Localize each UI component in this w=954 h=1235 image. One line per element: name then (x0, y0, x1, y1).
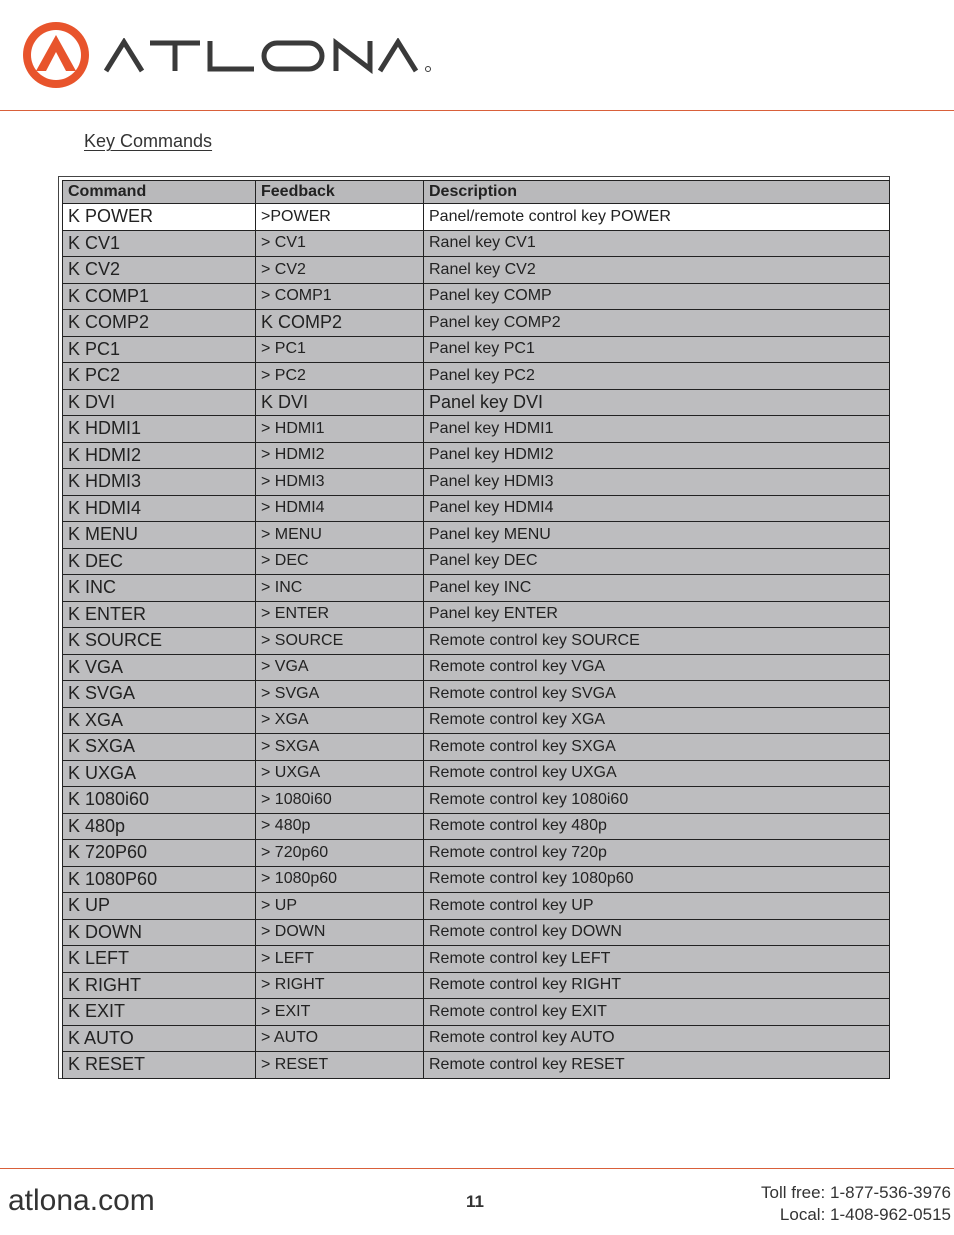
cell-description: Panel key HDMI4 (424, 495, 890, 522)
cell-feedback: K DVI (256, 389, 424, 416)
page-header (0, 0, 954, 112)
table-row (63, 601, 890, 628)
cell-feedback: > DOWN (256, 919, 424, 946)
column-header-feedback: Feedback (256, 181, 424, 204)
cell-description: Remote control key DOWN (424, 919, 890, 946)
cell-feedback: > XGA (256, 707, 424, 734)
cell-description: Ranel key CV1 (424, 230, 890, 257)
cell-command: K XGA (63, 707, 256, 734)
cell-command: K HDMI2 (63, 442, 256, 469)
footer-site: atlona.com (8, 1184, 155, 1217)
cell-feedback: > UXGA (256, 760, 424, 787)
table-row (63, 866, 890, 893)
cell-command: K COMP1 (63, 283, 256, 310)
table-header-row (63, 181, 890, 204)
table-row (63, 734, 890, 761)
cell-command: K SXGA (63, 734, 256, 761)
cell-description: Remote control key 720p (424, 840, 890, 867)
cell-feedback: > PC2 (256, 363, 424, 390)
cell-feedback: > PC1 (256, 336, 424, 363)
cell-description: Panel key COMP2 (424, 310, 890, 337)
cell-command: K RIGHT (63, 972, 256, 999)
table-row (63, 310, 890, 337)
cell-description: Remote control key AUTO (424, 1025, 890, 1052)
table-row (63, 336, 890, 363)
cell-command: K DOWN (63, 919, 256, 946)
cell-command: K SOURCE (63, 628, 256, 655)
key-commands-table (62, 180, 890, 1079)
footer-contact (761, 1182, 951, 1226)
cell-command: K PC2 (63, 363, 256, 390)
cell-description: Panel key ENTER (424, 601, 890, 628)
cell-description: Panel key PC1 (424, 336, 890, 363)
page-number: 11 (466, 1192, 484, 1211)
table-row (63, 999, 890, 1026)
header-divider (0, 110, 954, 111)
cell-feedback: > UP (256, 893, 424, 920)
table-row (63, 760, 890, 787)
cell-feedback: > SXGA (256, 734, 424, 761)
atlona-logo-icon (22, 21, 90, 89)
cell-description: Panel key HDMI1 (424, 416, 890, 443)
cell-feedback: > VGA (256, 654, 424, 681)
table-row (63, 919, 890, 946)
cell-feedback: > RIGHT (256, 972, 424, 999)
cell-feedback: > HDMI3 (256, 469, 424, 496)
table-row (63, 840, 890, 867)
table-row (63, 972, 890, 999)
cell-command: K CV1 (63, 230, 256, 257)
column-header-description: Description (424, 181, 890, 204)
cell-description: Remote control key 1080i60 (424, 787, 890, 814)
cell-command: K DEC (63, 548, 256, 575)
cell-feedback: > RESET (256, 1052, 424, 1079)
table-row (63, 575, 890, 602)
cell-feedback: > HDMI2 (256, 442, 424, 469)
cell-command: K 480p (63, 813, 256, 840)
cell-description: Remote control key RIGHT (424, 972, 890, 999)
cell-feedback: > 1080i60 (256, 787, 424, 814)
cell-feedback: > CV2 (256, 257, 424, 284)
table-body (63, 204, 890, 1079)
table-row (63, 893, 890, 920)
cell-command: K AUTO (63, 1025, 256, 1052)
cell-description: Remote control key UP (424, 893, 890, 920)
cell-description: Remote control key SXGA (424, 734, 890, 761)
table-row (63, 416, 890, 443)
table-row (63, 257, 890, 284)
table-row (63, 469, 890, 496)
table-row (63, 548, 890, 575)
cell-command: K HDMI1 (63, 416, 256, 443)
cell-description: Panel key PC2 (424, 363, 890, 390)
cell-description: Remote control key SOURCE (424, 628, 890, 655)
cell-description: Remote control key LEFT (424, 946, 890, 973)
cell-command: K EXIT (63, 999, 256, 1026)
cell-command: K ENTER (63, 601, 256, 628)
table-row (63, 787, 890, 814)
table-row (63, 681, 890, 708)
cell-feedback: K COMP2 (256, 310, 424, 337)
cell-description: Panel/remote control key POWER (424, 204, 890, 231)
table-row (63, 628, 890, 655)
cell-command: K PC1 (63, 336, 256, 363)
toll-free-number: Toll free: 1-877-536-3976 (761, 1183, 951, 1202)
cell-feedback: > 1080p60 (256, 866, 424, 893)
cell-feedback: > SOURCE (256, 628, 424, 655)
cell-feedback: > INC (256, 575, 424, 602)
cell-command: K UP (63, 893, 256, 920)
cell-description: Panel key COMP (424, 283, 890, 310)
cell-command: K MENU (63, 522, 256, 549)
table-row (63, 283, 890, 310)
cell-feedback: > DEC (256, 548, 424, 575)
cell-feedback: > MENU (256, 522, 424, 549)
table-row (63, 363, 890, 390)
table-row (63, 495, 890, 522)
cell-command: K RESET (63, 1052, 256, 1079)
cell-feedback: > CV1 (256, 230, 424, 257)
cell-command: K POWER (63, 204, 256, 231)
cell-command: K 1080P60 (63, 866, 256, 893)
cell-command: K CV2 (63, 257, 256, 284)
cell-description: Remote control key SVGA (424, 681, 890, 708)
cell-feedback: > EXIT (256, 999, 424, 1026)
table-row (63, 946, 890, 973)
cell-command: K SVGA (63, 681, 256, 708)
cell-feedback: > COMP1 (256, 283, 424, 310)
cell-description: Remote control key 1080p60 (424, 866, 890, 893)
table-row (63, 813, 890, 840)
table-row (63, 230, 890, 257)
table-row (63, 654, 890, 681)
cell-description: Panel key INC (424, 575, 890, 602)
cell-description: Remote control key UXGA (424, 760, 890, 787)
cell-description: Panel key HDMI3 (424, 469, 890, 496)
table-row (63, 1052, 890, 1079)
cell-feedback: > 480p (256, 813, 424, 840)
footer-divider (0, 1168, 954, 1169)
cell-feedback: > 720p60 (256, 840, 424, 867)
cell-description: Panel key DVI (424, 389, 890, 416)
cell-description: Panel key HDMI2 (424, 442, 890, 469)
cell-command: K HDMI4 (63, 495, 256, 522)
table-row (63, 389, 890, 416)
local-number: Local: 1-408-962-0515 (779, 1205, 951, 1224)
cell-description: Ranel key CV2 (424, 257, 890, 284)
cell-command: K HDMI3 (63, 469, 256, 496)
cell-command: K 720P60 (63, 840, 256, 867)
table-row (63, 204, 890, 231)
cell-command: K INC (63, 575, 256, 602)
cell-feedback: > LEFT (256, 946, 424, 973)
cell-description: Panel key DEC (424, 548, 890, 575)
cell-description: Remote control key XGA (424, 707, 890, 734)
column-header-command: Command (63, 181, 256, 204)
cell-feedback: > AUTO (256, 1025, 424, 1052)
cell-description: Panel key MENU (424, 522, 890, 549)
table-row (63, 522, 890, 549)
atlona-wordmark (104, 38, 434, 74)
cell-feedback: > SVGA (256, 681, 424, 708)
cell-description: Remote control key RESET (424, 1052, 890, 1079)
cell-command: K DVI (63, 389, 256, 416)
cell-feedback: > HDMI4 (256, 495, 424, 522)
table-row (63, 1025, 890, 1052)
cell-command: K LEFT (63, 946, 256, 973)
cell-feedback: > ENTER (256, 601, 424, 628)
table-row (63, 442, 890, 469)
cell-feedback: >POWER (256, 204, 424, 231)
cell-description: Remote control key 480p (424, 813, 890, 840)
cell-command: K VGA (63, 654, 256, 681)
cell-command: K UXGA (63, 760, 256, 787)
cell-feedback: > HDMI1 (256, 416, 424, 443)
cell-description: Remote control key EXIT (424, 999, 890, 1026)
cell-command: K COMP2 (63, 310, 256, 337)
section-title: Key Commands (84, 131, 213, 151)
table-row (63, 707, 890, 734)
cell-command: K 1080i60 (63, 787, 256, 814)
cell-description: Remote control key VGA (424, 654, 890, 681)
